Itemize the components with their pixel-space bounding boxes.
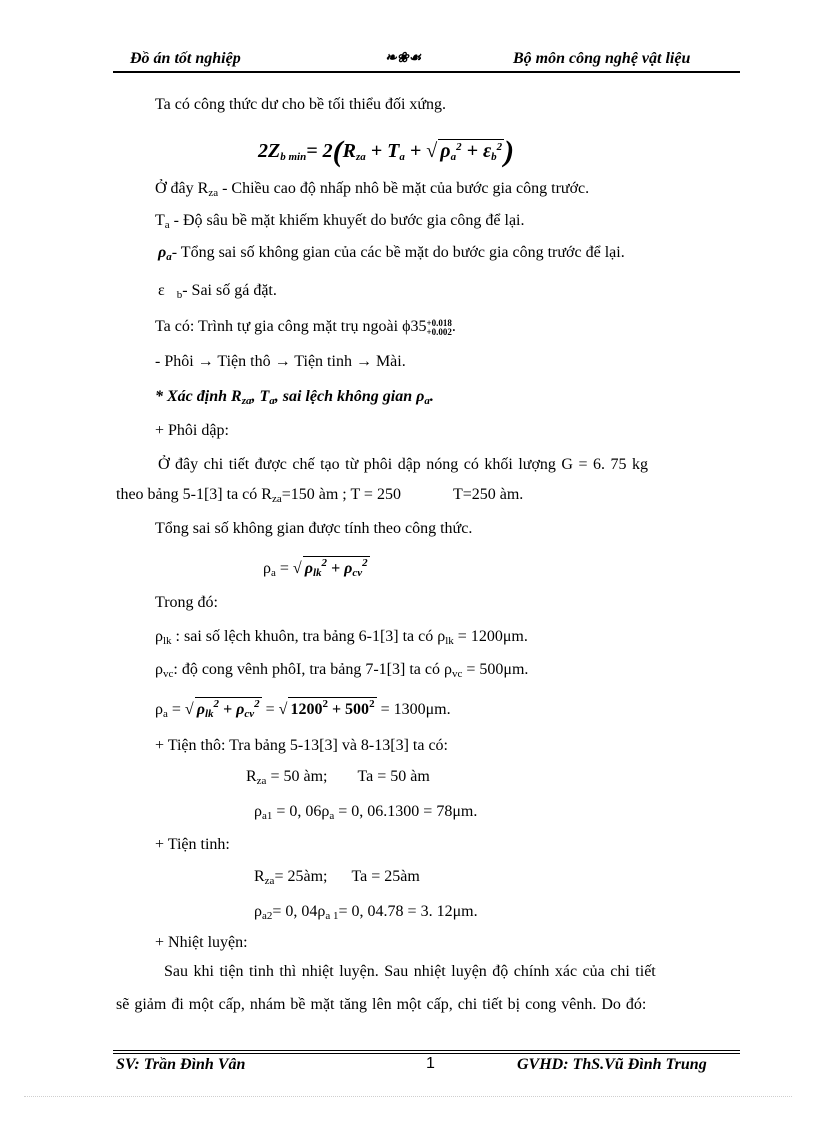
- page-number: 1: [426, 1055, 435, 1072]
- header-right: Bộ môn công nghệ vật liệu: [513, 50, 691, 67]
- text-line: Ta có: Trình tự gia công mặt trụ ngoài ϕ35+0.018 +0.002.: [155, 318, 456, 337]
- header-ornament: ❧❀☙: [385, 51, 422, 66]
- text-line: + Tiện tinh:: [155, 836, 230, 853]
- text-line: $R_{za}=$ 25àm; Ta = 25àm: [254, 868, 420, 887]
- text-line: theo bảng 5-1[3] ta có $R_{za}=150$ àm ; T = 250 T=250 àm.: [116, 486, 524, 505]
- formula-rho-a: $\rho_a$ = √ $\rho_{lk}^2 + \rho_{cv}^2$: [263, 557, 368, 579]
- footer-rule: [113, 1053, 740, 1054]
- page-edge-dotted-line: [24, 1096, 792, 1097]
- text-line: $R_{za} = 50$ àm; Ta = 50 àm: [246, 768, 430, 787]
- text-line: Ở đây $R_{za}$ - Chiều cao độ nhấp nhô bề mặt của bước gia công trước.: [155, 180, 590, 199]
- text-line: + Tiện thô: Tra bảng 5-13[3] và 8-13[3] ta có:: [155, 737, 448, 754]
- text-line: $\rho_{lk}$ : sai số lệch khuôn, tra bảng 6-1[3] ta có $\rho_{lk} = 1200\mu m$.: [155, 628, 528, 647]
- text-line: $\rho_{a1} = 0$, $06\rho_a = 0$, 06.1300 = 78μm.: [254, 803, 478, 822]
- text-line: - Phôi → Tiện thô → Tiện tinh → Mài.: [155, 353, 406, 370]
- formula-rho-a-result: $\rho_a$ = √ $\rho_{lk}^2 + \rho_{cv}^2$ = √ $1200^2 + 500^2 = 1300\mu m$.: [155, 698, 451, 720]
- footer-right: GVHD: ThS.Vũ Đình Trung: [517, 1056, 707, 1073]
- text-line: Tổng sai số không gian được tính theo công thức.: [155, 520, 473, 537]
- formula-min-allowance: $2Z_{b min}= 2(R_{za} + T_a$ + √ $\rho_a^2 + \varepsilon_b^2$): [258, 135, 515, 168]
- text-line: $\rho_{a2}= 0$, $04\rho_{a 1}= 0$, 04.78 = 3. 12μm.: [254, 903, 478, 922]
- header-left: Đồ án tốt nghiệp: [130, 50, 241, 67]
- text-line: $\rho_{vc}$: độ cong vênh phôI, tra bảng 7-1[3] ta có $\rho_{vc} = 500\mu m$.: [155, 661, 529, 680]
- text-line: Sau khi tiện tinh thì nhiệt luyện. Sau nhiệt luyện độ chính xác của chi tiết: [164, 963, 656, 980]
- text-line: + Phôi dập:: [155, 422, 229, 439]
- text-line: + Nhiệt luyện:: [155, 934, 248, 951]
- section-heading: * Xác định $R_{za}$, $T_a$, sai lệch không gian $\rho_a$.: [155, 388, 434, 407]
- text-line: sẽ giảm đi một cấp, nhám bề mặt tăng lên một cấp, chi tiết bị cong vênh. Do đó:: [116, 996, 647, 1013]
- footer-rule: [113, 1050, 740, 1051]
- header-rule: [113, 71, 740, 73]
- text-line: $T_a$ - Độ sâu bề mặt khiếm khuyết do bước gia công để lại.: [155, 212, 525, 231]
- text-line: Trong đó:: [155, 594, 218, 611]
- text-line: Ta có công thức dư cho bề tối thiểu đối xứng.: [155, 96, 447, 113]
- footer-left: SV: Trần Đình Vân: [116, 1056, 246, 1073]
- text-line: ε $_b$- Sai số gá đặt.: [158, 282, 277, 301]
- text-line: Ở đây chi tiết được chế tạo từ phôi dập nóng có khối lượng G = 6. 75 kg: [158, 456, 648, 473]
- text-line: $\rho_a-$ Tổng sai số không gian của các bề mặt do bước gia công trước để lại.: [158, 244, 625, 263]
